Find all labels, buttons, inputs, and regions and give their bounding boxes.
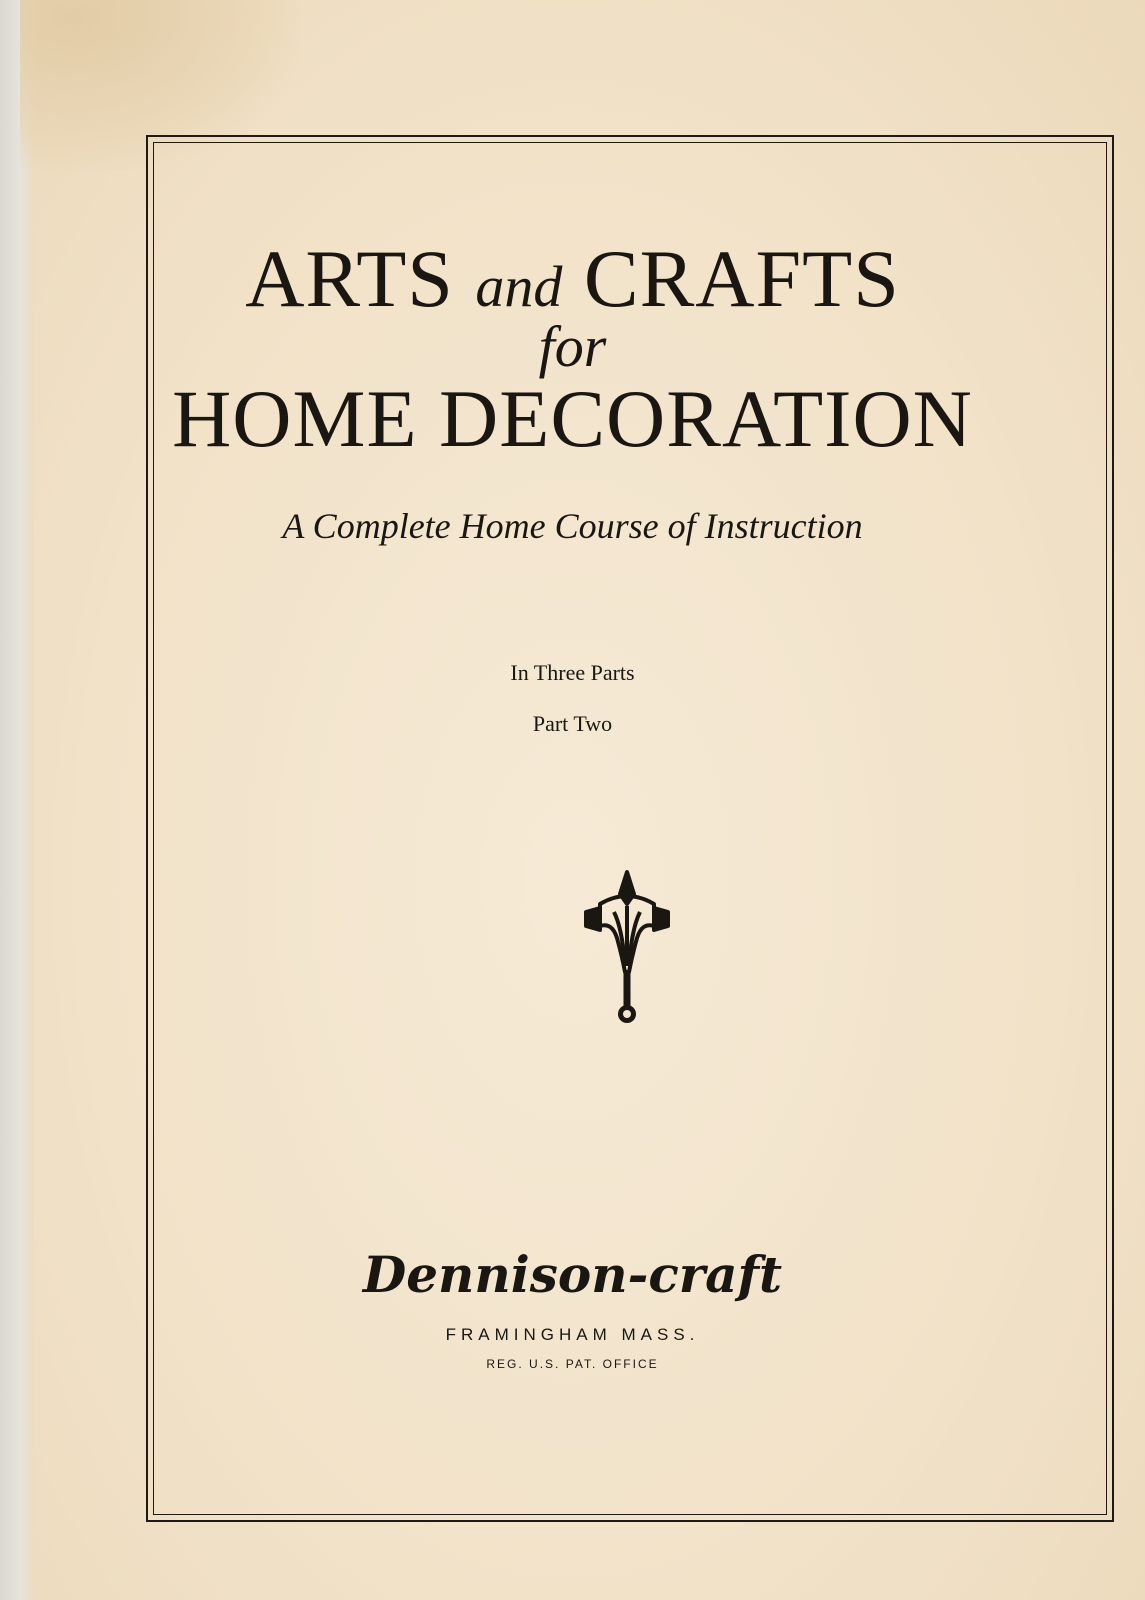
subtitle: A Complete Home Course of Instruction [282, 506, 863, 546]
title-line-1 [0, 233, 1145, 324]
title-home-decoration: HOME DECORATION [172, 373, 973, 464]
title-for: for [538, 314, 607, 379]
current-part: Part Two [532, 711, 613, 736]
parts-count: In Three Parts [510, 660, 635, 685]
registration-notice: REG. U.S. PAT. OFFICE [486, 1357, 659, 1371]
title-crafts: CRAFTS [583, 233, 900, 324]
art-deco-ornament-icon [582, 868, 672, 1028]
publisher-location: FRAMINGHAM MASS. [445, 1325, 700, 1344]
title-and: and [475, 254, 563, 319]
publisher-brand: Dennison-craft [362, 1245, 783, 1304]
title-arts: ARTS [245, 233, 454, 324]
